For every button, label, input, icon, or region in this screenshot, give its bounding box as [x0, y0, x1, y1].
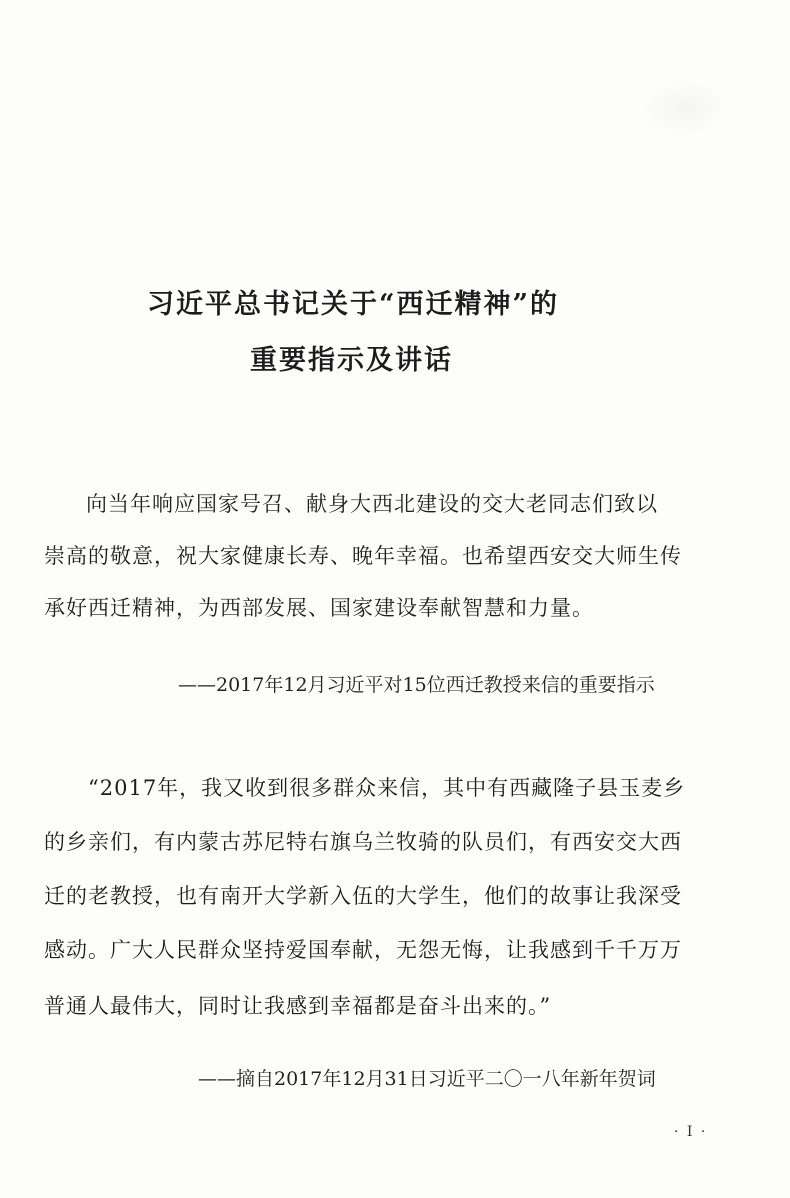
quote1-line-3: 承好西迁精神，为西部发展、国家建设奉献智慧和力量。 — [44, 596, 594, 620]
page-number: · I · — [674, 1124, 708, 1140]
quote1-line-2: 崇高的敬意，祝大家健康长寿、晚年幸福。也希望西安交大师生传 — [44, 544, 682, 568]
title-line-1: 习近平总书记关于“西迁精神”的 — [147, 289, 560, 320]
quote1-line-1: 向当年响应国家号召、献身大西北建设的交大老同志们致以 — [86, 492, 658, 516]
quote2-line-5: 普通人最伟大，同时让我感到幸福都是奋斗出来的。” — [44, 994, 552, 1018]
title-line-2: 重要指示及讲话 — [250, 345, 453, 376]
quote2-line-3: 迁的老教授，也有南开大学新入伍的大学生，他们的故事让我深受 — [44, 884, 682, 908]
quote2-line-1: “2017年，我又收到很多群众来信，其中有西藏隆子县玉麦乡 — [88, 776, 686, 800]
quote2-line-2: 的乡亲们，有内蒙古苏尼特右旗乌兰牧骑的队员们，有西安交大西 — [44, 830, 682, 854]
quote2-source: ——摘自2017年12月31日习近平二〇一八年新年贺词 — [198, 1068, 656, 1090]
scan-smudge — [640, 78, 730, 138]
quote2-line-4: 感动。广大人民群众坚持爱国奉献，无怨无悔，让我感到千千万万 — [44, 938, 682, 962]
quote1-source: ——2017年12月习近平对15位西迁教授来信的重要指示 — [178, 674, 655, 696]
